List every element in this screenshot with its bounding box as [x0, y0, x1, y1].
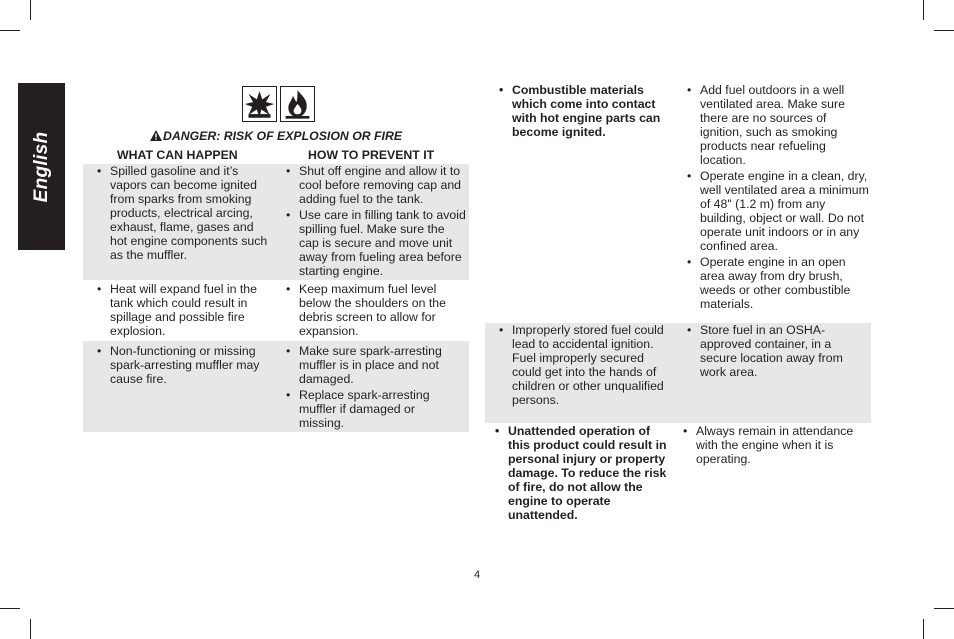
table-row: [485, 424, 871, 528]
language-tab-label: English: [30, 131, 52, 202]
hazard-pictograms: [242, 86, 315, 124]
prevention-item: • Use care in filling tank to avoid spilling fuel. Make sure the cap is secure and move unit away from fueling area before starting engine.: [286, 208, 466, 278]
page-number: 4: [473, 569, 481, 581]
prevention-item: • Always remain in attendance with the engine when it is operating.: [683, 424, 865, 466]
prevention-item: • Shut off engine and allow it to cool before removing cap and adding fuel to the tank.: [286, 164, 466, 206]
crop-mark: [923, 619, 924, 639]
crop-mark: [0, 30, 20, 31]
table-row: [485, 323, 871, 423]
prevention-item: • Replace spark-arresting muffler if damaged or missing.: [286, 388, 458, 430]
prevention-item: • Operate engine in a clean, dry, well ventilated area a minimum of 48" (1.2 m) from any building, object or wall. Do not operate unit indoors or in any confined area.: [687, 169, 869, 253]
hazard-item: • Unattended operation of this product could result in personal injury or property damage. To reduce the risk of fire, do not allow the engine to operate unattended.: [495, 424, 667, 522]
hazard-item: • Combustible materials which come into contact with hot engine parts can become ignited.: [499, 83, 671, 139]
table-row: [83, 341, 469, 432]
crop-mark: [30, 619, 31, 639]
prevention-item: • Make sure spark-arresting muffler is in place and not damaged.: [286, 344, 458, 386]
explosion-icon: [242, 86, 277, 122]
danger-heading: [83, 129, 469, 143]
hazard-item: • Heat will expand fuel in the tank which could result in spillage and possible fire explosion.: [97, 282, 265, 338]
table-row: [83, 164, 469, 280]
language-tab: [18, 83, 65, 250]
hazard-item: • Spilled gasoline and it’s vapors can become ignited from sparks from smoking products, electrical arcing, exhaust, flame, gases and hot engine components such as the muffler.: [97, 164, 271, 262]
crop-mark: [934, 30, 954, 31]
hazard-item: • Non-functioning or missing spark-arresting muffler may cause fire.: [97, 344, 269, 386]
crop-mark: [934, 608, 954, 609]
column-header-what: WHAT CAN HAPPEN: [117, 148, 238, 162]
prevention-item: • Store fuel in an OSHA-approved container, in a secure location away from work area.: [687, 323, 855, 379]
column-header-how: HOW TO PREVENT IT: [308, 148, 435, 162]
prevention-item: • Keep maximum fuel level below the shoulders on the debris screen to allow for expansion.: [286, 282, 462, 338]
fire-icon: [280, 86, 315, 122]
warning-triangle-icon: [150, 130, 162, 141]
hazard-item: • Improperly stored fuel could lead to accidental ignition. Fuel improperly secured could get into the hands of children or other unqualified persons.: [499, 323, 669, 407]
crop-mark: [923, 0, 924, 20]
crop-mark: [0, 608, 20, 609]
prevention-item: • Operate engine in an open area away from dry brush, weeds or other combustible materials.: [687, 255, 869, 311]
prevention-item: • Add fuel outdoors in a well ventilated area. Make sure there are no sources of ignition, such as smoking products near refueling location.: [687, 83, 869, 167]
crop-mark: [30, 0, 31, 20]
table-row: [485, 83, 871, 321]
danger-title: DANGER: RISK OF EXPLOSION OR FIRE: [162, 129, 403, 143]
table-row: [83, 282, 469, 340]
